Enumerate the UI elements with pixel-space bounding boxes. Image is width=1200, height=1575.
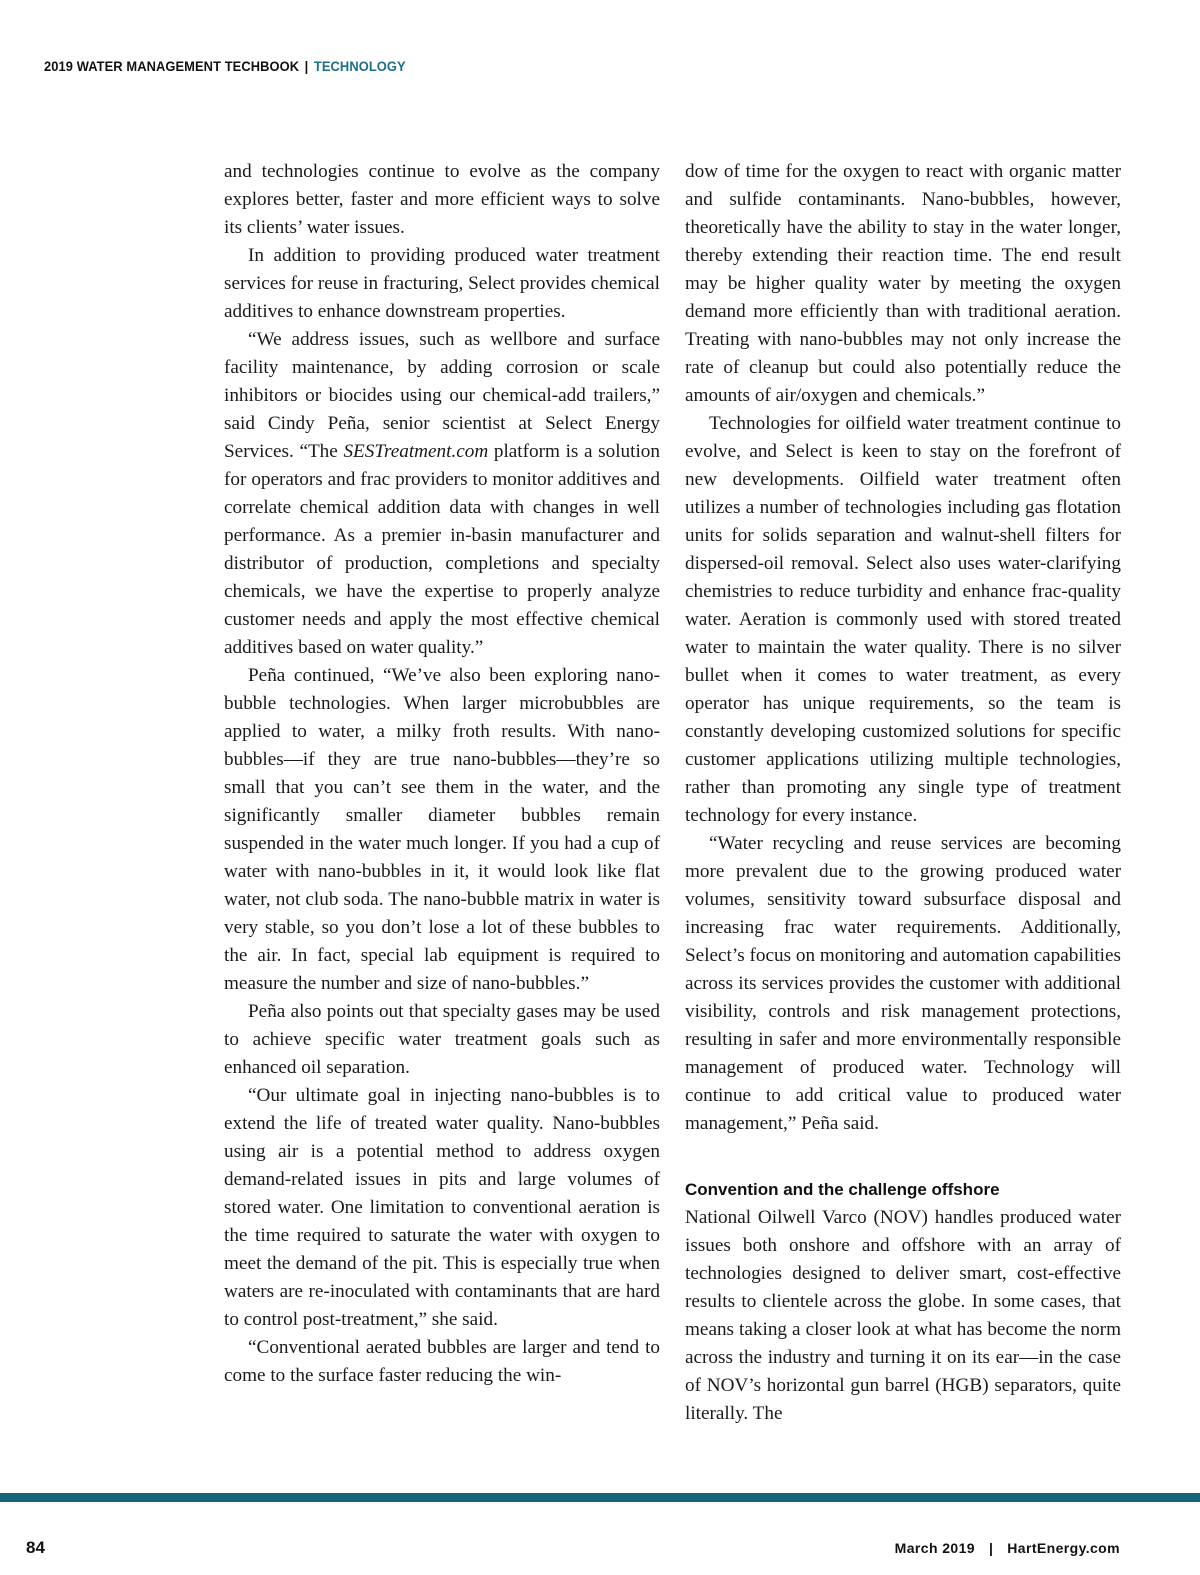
footer-separator: | (988, 1540, 994, 1556)
paragraph-text: platform is a solution for operators and frac providers to monitor additives and correlate chemical addition data with changes in well performance. As a premier in-basin manufacturer and distributor of production, completions and specialty chemicals, we have the expertise to properly analyze customer needs and apply the most effective chemical additives based on water quality.” (224, 441, 660, 658)
publication-title: 2019 WATER MANAGEMENT TECHBOOK (44, 58, 300, 74)
paragraph: Peña also points out that specialty gases may be used to achieve specific water treatment goals such as enhanced oil separation. (224, 1001, 660, 1078)
issue-date: March 2019 (894, 1540, 975, 1556)
paragraph-text: “We address issues, such as wellbore and surface facility maintenance, by adding corrosion or scale inhibitors or biocides using our chemical-add trailers,” said Cindy Peña, senior scientist at Select Energy Services. “The (224, 329, 660, 462)
paragraph: Technologies for oilfield water treatment continue to evolve, and Select is keen to stay on the forefront of new developments. Oilfield water treatment often utilizes a number of technologies including gas flotation units for solids separation and walnut-shell filters for dispersed-oil removal. Select also uses water-clarifying chemistries to reduce turbidity and enhance frac-quality water. Aeration is commonly used with stored treated water to maintain the water quality. There is no silver bullet when it comes to water treatment, as every operator has unique requirements, so the team is constantly developing customized solutions for specific customer applications utilizing multiple technologies, rather than promoting any single type of treatment technology for every instance. (685, 413, 1121, 826)
article-column-left (224, 158, 660, 1390)
paragraph: dow of time for the oxygen to react with organic matter and sulfide contaminants. Nano-bubbles, however, theoretically have the ability to stay in the water longer, thereby extending their reaction time. The end result may be higher quality water by meeting the oxygen demand more efficiently than with traditional aeration. Treating with nano-bubbles may not only increase the rate of cleanup but could also potentially reduce the amounts of air/oxygen and chemicals.” (685, 161, 1121, 406)
paragraph: National Oilwell Varco (NOV) handles produced water issues both onshore and offshore with an array of technologies designed to deliver smart, cost-effective results to clientele across the globe. In some cases, that means taking a closer look at what has become the norm across the industry and turning it on its ear—in the case of NOV’s horizontal gun barrel (HGB) separators, quite literally. The (685, 1207, 1121, 1424)
running-header (44, 58, 406, 74)
paragraph: “Conventional aerated bubbles are larger and tend to come to the surface faster reducing the win- (224, 1337, 660, 1386)
paragraph-quote (224, 326, 660, 662)
section-label: TECHNOLOGY (313, 58, 406, 74)
section-subheading: Convention and the challenge offshore (685, 1180, 1000, 1199)
paragraph: Peña continued, “We’ve also been exploring nano-bubble technologies. When larger microbubbles are applied to water, a milky froth results. With nano-bubbles—if they are true nano-bubbles—they’re so small that you can’t see them in the water, and the significantly smaller diameter bubbles remain suspended in the water much longer. If you had a cup of water with nano-bubbles in it, it would look like flat water, not club soda. The nano-bubble matrix in water is very stable, so you don’t lose a lot of these bubbles to the air. In fact, special lab equipment is required to measure the number and size of nano-bubbles.” (224, 665, 660, 994)
website-reference: SESTreatment.com (343, 441, 489, 462)
paragraph: “Our ultimate goal in injecting nano-bubbles is to extend the life of treated water quality. Nano-bubbles using air is a potential method to address oxygen demand-related issues in pits and large volumes of stored water. One limitation to conventional aeration is the time required to saturate the water with oxygen to meet the demand of the pit. This is especially true when waters are re-inoculated with contaminants that are hard to control post-treatment,” she said. (224, 1085, 660, 1330)
footer-bar (0, 1493, 1200, 1502)
article-column-right (685, 158, 1121, 1428)
website-link[interactable]: HartEnergy.com (1007, 1540, 1120, 1556)
paragraph: and technologies continue to evolve as the company explores better, faster and more efficient ways to solve its clients’ water issues. (224, 161, 660, 238)
paragraph: In addition to providing produced water treatment services for reuse in fracturing, Select provides chemical additives to enhance downstream properties. (224, 245, 660, 322)
paragraph: “Water recycling and reuse services are becoming more prevalent due to the growing produced water volumes, sensitivity toward subsurface disposal and increasing frac water requirements. Additionally, Select’s focus on monitoring and automation capabilities across its services provides the customer with additional visibility, controls and risk management protections, resulting in safer and more environmentally responsible management of produced water. Technology will continue to add critical value to produced water management,” Peña said. (685, 833, 1121, 1134)
header-separator: | (304, 58, 309, 74)
page-number: 84 (26, 1538, 45, 1557)
footer-info (895, 1540, 1120, 1556)
